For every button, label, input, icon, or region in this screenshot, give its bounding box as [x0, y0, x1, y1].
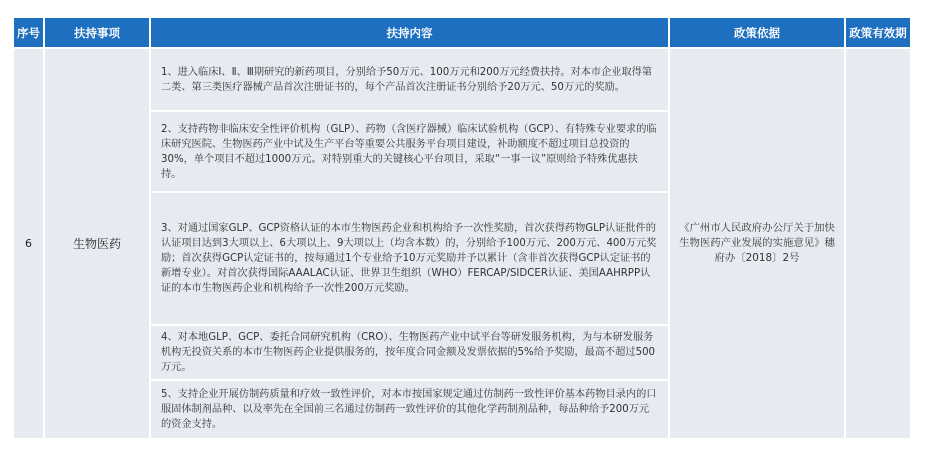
content-item-2: 2、支持药物非临床安全性评价机构（GLP）、药物（含医疗器械）临床试验机构（GCP）、有特殊专业要求的临床研究医院、生物医药产业中试及生产平台等重要公共服务平台项目建设，补助额度不超过项目总投资的30%，单个项目不超过1000万元。对特别重大的关键核心平台项目，采取“一事一议”原则给予特殊优惠扶持。	[151, 112, 668, 191]
content-item-5: 5、支持企业开展仿制药质量和疗效一致性评价，对本市按国家规定通过仿制药一致性评价基本药物目录内的口服固体制剂品种、以及率先在全国前三名通过仿制药一致性评价的其他化学药制剂品种，每品种给予200万元的资金支持。	[151, 381, 668, 438]
header-item: 扶持事项	[45, 18, 149, 47]
content-item-1: 1、进入临床Ⅰ、Ⅱ、Ⅲ期研究的新药项目，分别给予50万元、100万元和200万元经费扶持。对本市企业取得第二类、第三类医疗器械产品首次注册证书的，每个产品首次注册证书分别给予20万元、50万元的奖励。	[151, 49, 668, 110]
header-seq: 序号	[14, 18, 43, 47]
header-content: 扶持内容	[151, 18, 668, 47]
header-validity: 政策有效期	[846, 18, 910, 47]
cell-basis	[670, 49, 844, 438]
cell-validity	[846, 49, 910, 438]
policy-table	[14, 18, 910, 438]
header-basis: 政策依据	[670, 18, 844, 47]
content-item-4: 4、对本地GLP、GCP、委托合同研究机构（CRO）、生物医药产业中试平台等研发服务机构，为与本研发服务机构无投资关系的本市生物医药企业提供服务的，按年度合同金额及发票依据的5%给予奖励，最高不超过500万元。	[151, 326, 668, 379]
policy-basis-text: 《广州市人民政府办公厅关于加快生物医药产业发展的实施意见》穗府办〔2018〕2号	[679, 222, 835, 264]
cell-seq: 6	[14, 49, 43, 438]
content-item-3: 3、对通过国家GLP、GCP资格认证的本市生物医药企业和机构给予一次性奖励，首次获得药物GLP认证批件的认证项目达到3大项以上、6大项以上、9大项以上（均含本数）的，分别给予100万元、200万元、400万元奖励；首次获得GCP认定证书的，按每通过1个专业给予10万元奖励并予以累计（含非首次获得GCP认定证书的新增专业）。对首次获得国际AAALAC认证、世界卫生组织（WHO）FERCAP/SIDCER认证、美国AAHRPP认证的本市生物医药企业和机构给予一次性200万元奖励。	[151, 193, 668, 324]
cell-item: 生物医药	[45, 49, 149, 438]
